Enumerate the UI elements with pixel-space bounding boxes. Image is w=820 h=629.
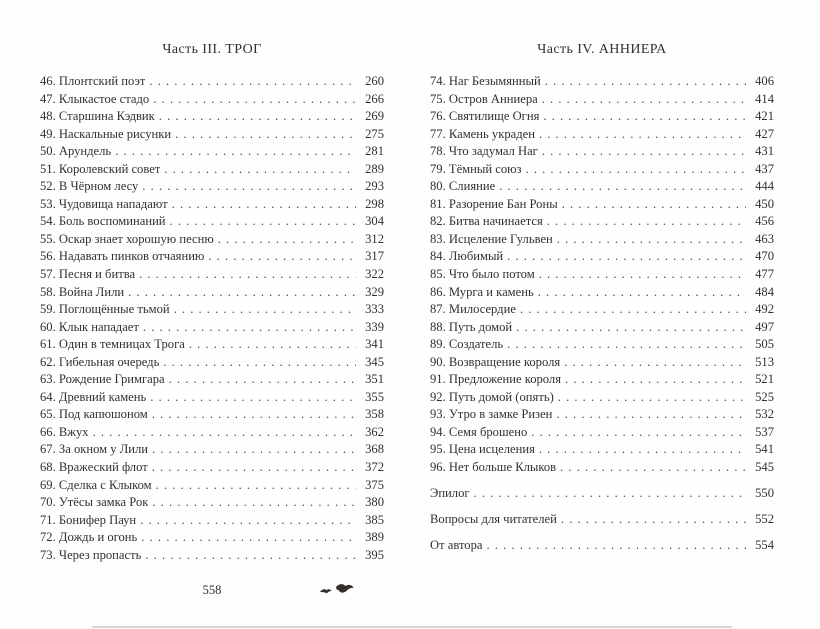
- toc-entry-page: 497: [755, 319, 774, 334]
- dot-leader: [547, 213, 746, 231]
- toc-entry-page: 380: [365, 495, 384, 510]
- dot-leader: [164, 161, 356, 179]
- dot-leader: [557, 231, 746, 249]
- toc-entry: [430, 301, 774, 319]
- toc-entry-title: 94. Семя брошено: [430, 424, 528, 439]
- dot-leader: [153, 91, 356, 109]
- dot-leader: [152, 459, 356, 477]
- toc-entry-title: 64. Древний камень: [40, 389, 147, 404]
- dot-leader: [175, 126, 356, 144]
- toc-entry: [430, 248, 774, 266]
- toc-entry-page: 341: [365, 337, 384, 352]
- toc-entry-title: 73. Через пропасть: [40, 547, 142, 562]
- dot-leader: [156, 477, 356, 495]
- toc-entry-page: 532: [755, 407, 774, 422]
- toc-entry: [430, 231, 774, 249]
- toc-entry-page: 275: [365, 126, 384, 141]
- dot-leader: [115, 143, 356, 161]
- toc-entry: [430, 354, 774, 372]
- toc-entry: [40, 73, 384, 91]
- dot-leader: [542, 91, 746, 109]
- toc-entry-page: 513: [755, 354, 774, 369]
- toc-entry-page: 312: [365, 231, 384, 246]
- dot-leader: [208, 248, 356, 266]
- dot-leader: [539, 126, 746, 144]
- toc-entry-title: 51. Королевский совет: [40, 161, 161, 176]
- toc-entry: [40, 178, 384, 196]
- toc-entry-title: 56. Надавать пинков отчаянию: [40, 249, 205, 264]
- dot-leader: [93, 424, 356, 442]
- dot-leader: [145, 547, 356, 565]
- toc-entry-page: 298: [365, 196, 384, 211]
- toc-entry-page: 269: [365, 109, 384, 124]
- dot-leader: [531, 424, 746, 442]
- toc-entry: [430, 266, 774, 284]
- toc-entry-title: 77. Камень украден: [430, 126, 535, 141]
- toc-entry-title: 93. Утро в замке Ризен: [430, 407, 553, 422]
- dot-leader: [128, 284, 356, 302]
- toc-entry: [40, 143, 384, 161]
- toc-entry-page: 355: [365, 389, 384, 404]
- dot-leader: [142, 178, 356, 196]
- toc-entry-title: 86. Мурга и камень: [430, 284, 534, 299]
- dot-leader: [487, 537, 747, 555]
- toc-entry-title: 67. За окном у Лили: [40, 442, 149, 457]
- toc-entry-page: 329: [365, 284, 384, 299]
- toc-entry-page: 322: [365, 267, 384, 282]
- toc-entry: [40, 441, 384, 459]
- toc-entry-title: Эпилог: [430, 486, 470, 501]
- toc-entry-page: 289: [365, 161, 384, 176]
- dot-leader: [152, 441, 356, 459]
- toc-entry-page: 537: [755, 424, 774, 439]
- toc-entry: [40, 424, 384, 442]
- dot-leader: [218, 231, 356, 249]
- toc-entries-right: [430, 73, 774, 477]
- toc-entry-title: 52. В Чёрном лесу: [40, 179, 139, 194]
- toc-entry-title: 49. Наскальные рисунки: [40, 126, 172, 141]
- dot-leader: [139, 266, 356, 284]
- toc-entry-title: 87. Милосердие: [430, 302, 516, 317]
- toc-entry-title: 53. Чудовища нападают: [40, 196, 168, 211]
- toc-entry: [40, 161, 384, 179]
- toc-entry-title: 70. Утёсы замка Рок: [40, 495, 149, 510]
- dot-leader: [526, 161, 746, 179]
- toc-entry-page: 362: [365, 424, 384, 439]
- toc-entry-title: 78. Что задумал Наг: [430, 144, 538, 159]
- toc-entry-page: 372: [365, 460, 384, 475]
- toc-entry: [430, 389, 774, 407]
- toc-entry-title: 88. Путь домой: [430, 319, 513, 334]
- toc-entry-title: 96. Нет больше Клыков: [430, 460, 557, 475]
- toc-entry-title: 85. Что было потом: [430, 267, 535, 282]
- dot-leader: [543, 108, 746, 126]
- dot-leader: [538, 284, 746, 302]
- toc-entry-page: 281: [365, 144, 384, 159]
- toc-entry-page: 385: [365, 512, 384, 527]
- toc-entry-page: 552: [755, 512, 774, 527]
- toc-entry-page: 431: [755, 144, 774, 159]
- toc-entry-title: 82. Битва начинается: [430, 214, 543, 229]
- toc-entries-left: [40, 73, 384, 564]
- toc-entry-page: 550: [755, 486, 774, 501]
- toc-entry-title: 89. Создатель: [430, 337, 504, 352]
- toc-entry: [430, 108, 774, 126]
- dot-leader: [539, 441, 746, 459]
- toc-entry-title: 68. Вражеский флот: [40, 460, 148, 475]
- toc-entry: [430, 371, 774, 389]
- toc-entry-page: 477: [755, 267, 774, 282]
- dot-leader: [565, 371, 746, 389]
- toc-entry-title: 58. Война Лили: [40, 284, 125, 299]
- dot-leader: [561, 511, 746, 529]
- toc-entry-page: 266: [365, 91, 384, 106]
- toc-entry-title: 55. Оскар знает хорошую песню: [40, 231, 214, 246]
- toc-entry: [430, 406, 774, 424]
- toc-entry: [40, 547, 384, 565]
- toc-entry-page: 351: [365, 372, 384, 387]
- toc-entry: [430, 213, 774, 231]
- toc-entry-page: 260: [365, 74, 384, 88]
- toc-entry-title: 59. Поглощённые тьмой: [40, 302, 170, 317]
- dot-leader: [556, 406, 746, 424]
- dot-leader: [163, 354, 356, 372]
- toc-entry-title: 74. Наг Безымянный: [430, 74, 541, 88]
- toc-entry: [430, 511, 774, 529]
- toc-entry-title: 92. Путь домой (опять): [430, 389, 554, 404]
- toc-entry: [430, 284, 774, 302]
- toc-entry-title: 48. Старшина Кэдвик: [40, 109, 155, 124]
- toc-entry-page: 333: [365, 302, 384, 317]
- toc-entry: [430, 459, 774, 477]
- flying-birds-icon: [316, 579, 358, 599]
- toc-entry: [40, 248, 384, 266]
- toc-entry: [430, 537, 774, 555]
- toc-entry-page: 339: [365, 319, 384, 334]
- toc-entry: [40, 459, 384, 477]
- toc-entry: [40, 389, 384, 407]
- dot-leader: [152, 494, 356, 512]
- toc-entry-title: 80. Слияние: [430, 179, 496, 194]
- toc-entry-title: От автора: [430, 538, 483, 553]
- dot-leader: [499, 178, 746, 196]
- toc-entry: [40, 494, 384, 512]
- toc-column-left: [40, 42, 384, 598]
- toc-entry-title: 75. Остров Анниера: [430, 91, 538, 106]
- dot-leader: [141, 529, 356, 547]
- toc-entry-title: 54. Боль воспоминаний: [40, 214, 166, 229]
- dot-leader: [140, 512, 356, 530]
- toc-entry: [40, 336, 384, 354]
- dot-leader: [558, 389, 746, 407]
- toc-entry-title: Вопросы для читателей: [430, 512, 557, 527]
- toc-entry-page: 463: [755, 231, 774, 246]
- toc-entry-title: 57. Песня и битва: [40, 267, 136, 282]
- toc-entry: [430, 143, 774, 161]
- toc-entry-page: 406: [755, 74, 774, 88]
- toc-entry-title: 76. Святилище Огня: [430, 109, 540, 124]
- dot-leader: [172, 196, 356, 214]
- toc-entry-page: 317: [365, 249, 384, 264]
- toc-entry-page: 395: [365, 547, 384, 562]
- toc-entry-title: 46. Плонтский поэт: [40, 74, 146, 88]
- page-edge-line: [92, 626, 732, 628]
- part-header-right: Часть IV. АННИЕРА: [537, 42, 667, 57]
- toc-entry-page: 505: [755, 337, 774, 352]
- dot-leader: [539, 266, 746, 284]
- toc-entry: [40, 213, 384, 231]
- toc-entry: [40, 477, 384, 495]
- toc-entry: [430, 178, 774, 196]
- toc-column-right: [430, 42, 774, 598]
- dot-leader: [474, 485, 746, 503]
- dot-leader: [159, 108, 356, 126]
- toc-entry-title: 95. Цена исцеления: [430, 442, 535, 457]
- dot-leader: [189, 336, 356, 354]
- toc-entry-page: 545: [755, 460, 774, 475]
- toc-entry-page: 492: [755, 302, 774, 317]
- dot-leader: [545, 73, 746, 91]
- toc-entry-title: 71. Бонифер Паун: [40, 512, 137, 527]
- dot-leader: [150, 389, 356, 407]
- dot-leader: [560, 459, 746, 477]
- toc-entry: [430, 485, 774, 503]
- dot-leader: [542, 143, 746, 161]
- dot-leader: [562, 196, 746, 214]
- toc-entry-page: 293: [365, 179, 384, 194]
- toc-entry-title: 63. Рождение Гримгара: [40, 372, 165, 387]
- toc-entry: [40, 126, 384, 144]
- toc-entry: [430, 73, 774, 91]
- toc-entry: [430, 424, 774, 442]
- toc-entry: [40, 512, 384, 530]
- toc-entry-page: 345: [365, 354, 384, 369]
- toc-entry-title: 81. Разорение Бан Роны: [430, 196, 558, 211]
- toc-entry: [40, 406, 384, 424]
- toc-entry-title: 66. Вжух: [40, 424, 89, 439]
- toc-entry-title: 84. Любимый: [430, 249, 504, 264]
- toc-entry-title: 79. Тёмный союз: [430, 161, 522, 176]
- toc-entry-title: 90. Возвращение короля: [430, 354, 561, 369]
- toc-entry: [40, 529, 384, 547]
- toc-entry-page: 414: [755, 91, 774, 106]
- toc-entry-page: 456: [755, 214, 774, 229]
- toc-entry: [40, 319, 384, 337]
- toc-entry: [40, 284, 384, 302]
- toc-entry: [40, 231, 384, 249]
- toc-entry-title: 47. Клыкастое стадо: [40, 91, 150, 106]
- toc-entry-title: 60. Клык нападает: [40, 319, 139, 334]
- toc-entry: [430, 319, 774, 337]
- toc-entry-title: 72. Дождь и огонь: [40, 530, 138, 545]
- toc-entry-page: 421: [755, 109, 774, 124]
- folio-page-number: 558: [202, 583, 222, 598]
- toc-entry: [40, 108, 384, 126]
- toc-entry: [40, 266, 384, 284]
- dot-leader: [507, 248, 746, 266]
- toc-entry-page: 541: [755, 442, 774, 457]
- toc-entry-page: 389: [365, 530, 384, 545]
- toc-entry-page: 521: [755, 372, 774, 387]
- toc-entry-page: 554: [755, 538, 774, 553]
- dot-leader: [149, 73, 356, 91]
- toc-entry: [40, 301, 384, 319]
- toc-entry-page: 444: [755, 179, 774, 194]
- toc-entry: [40, 196, 384, 214]
- toc-entry-title: 62. Гибельная очередь: [40, 354, 160, 369]
- toc-entry-page: 470: [755, 249, 774, 264]
- dot-leader: [564, 354, 746, 372]
- toc-back-matter: [430, 485, 774, 555]
- dot-leader: [520, 301, 746, 319]
- dot-leader: [507, 336, 746, 354]
- toc-entry-title: 83. Исцеление Гульвен: [430, 231, 553, 246]
- toc-entry: [430, 91, 774, 109]
- toc-entry: [40, 354, 384, 372]
- dot-leader: [143, 319, 356, 337]
- toc-entry-page: 368: [365, 442, 384, 457]
- toc-entry-title: 91. Предложение короля: [430, 372, 562, 387]
- toc-entry-page: 427: [755, 126, 774, 141]
- dot-leader: [169, 371, 356, 389]
- toc-entry-title: 65. Под капюшоном: [40, 407, 148, 422]
- toc-entry-page: 484: [755, 284, 774, 299]
- toc-entry-page: 304: [365, 214, 384, 229]
- toc-entry-title: 50. Арундель: [40, 144, 112, 159]
- toc-entry-title: 69. Сделка с Клыком: [40, 477, 152, 492]
- toc-entry-page: 375: [365, 477, 384, 492]
- toc-entry: [430, 126, 774, 144]
- dot-leader: [516, 319, 746, 337]
- toc-entry-page: 525: [755, 389, 774, 404]
- toc-entry: [40, 91, 384, 109]
- dot-leader: [152, 406, 356, 424]
- toc-entry: [430, 196, 774, 214]
- toc-entry-page: 437: [755, 161, 774, 176]
- toc-entry-page: 358: [365, 407, 384, 422]
- dot-leader: [174, 301, 356, 319]
- part-header-left: Часть III. ТРОГ: [162, 42, 262, 57]
- toc-entry: [430, 441, 774, 459]
- toc-entry: [430, 336, 774, 354]
- toc-entry: [40, 371, 384, 389]
- toc-entry: [430, 161, 774, 179]
- toc-entry-title: 61. Один в темницах Трога: [40, 337, 185, 352]
- toc-entry-page: 450: [755, 196, 774, 211]
- dot-leader: [170, 213, 356, 231]
